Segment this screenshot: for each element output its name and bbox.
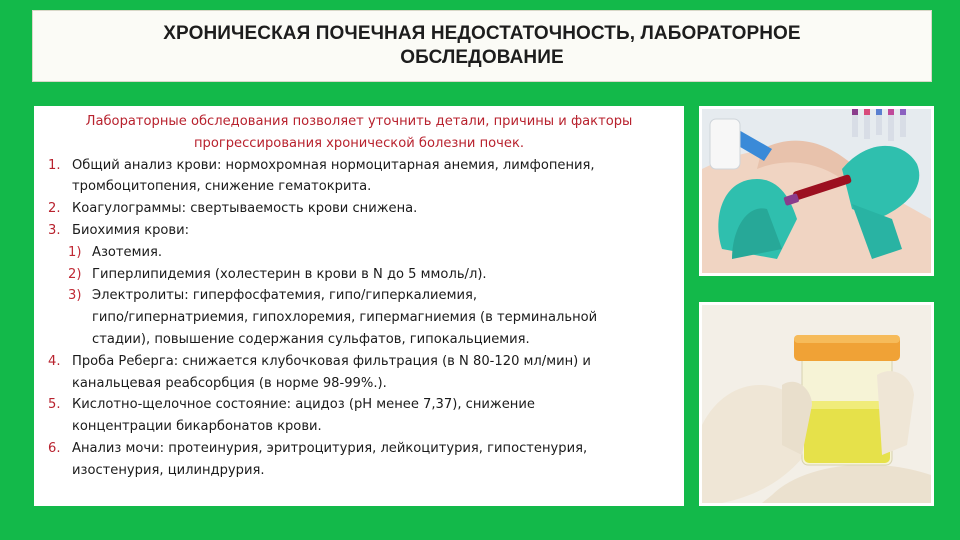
- sub-list-number: 2): [68, 266, 82, 282]
- sub-list-number: 3): [68, 288, 82, 304]
- list-line: концентрации бикарбонатов крови.: [72, 419, 322, 435]
- list-item: [48, 438, 670, 482]
- list-text: [72, 198, 670, 220]
- sub-list-item: [48, 264, 670, 286]
- list-text: [72, 351, 670, 395]
- list-line: Проба Реберга: снижается клубочковая фильтрация (в N 80-120 мл/мин) и: [72, 353, 591, 369]
- urine-sample-photo: [699, 302, 934, 506]
- list-number: 1.: [48, 157, 61, 173]
- list-number: 6.: [48, 440, 61, 456]
- title-box: [32, 10, 932, 82]
- list-item: [48, 220, 670, 242]
- list-number: 3.: [48, 222, 61, 238]
- list-line: Коагулограммы: свертываемость крови снижена.: [72, 201, 418, 217]
- list-line: тромбоцитопения, снижение гематокрита.: [72, 179, 372, 195]
- list-item: [48, 351, 670, 395]
- content-panel: [34, 106, 684, 506]
- sub-list-text: [92, 264, 670, 286]
- page-title-line-2: ОБСЛЕДОВАНИЕ: [400, 47, 564, 68]
- list-number: 5.: [48, 397, 61, 413]
- list-line: Общий анализ крови: нормохромная нормоцитарная анемия, лимфопения,: [72, 157, 595, 173]
- list-line: Кислотно-щелочное состояние: ацидоз (рН менее 7,37), снижение: [72, 397, 535, 413]
- list-line: изостенурия, цилиндрурия.: [72, 462, 265, 478]
- list-line: Электролиты: гиперфосфатемия, гипо/гиперкалиемия,: [92, 288, 478, 304]
- list-text: [72, 220, 670, 242]
- intro-line-1: Лабораторные обследования позволяет уточнить детали, причины и факторы: [85, 114, 633, 129]
- sub-list-text: [92, 242, 670, 264]
- list-line: Биохимия крови:: [72, 222, 190, 238]
- urine-container-illustration: [702, 305, 931, 503]
- intro-line-2: прогрессирования хронической болезни почек.: [193, 135, 525, 151]
- list-line: Азотемия.: [92, 244, 163, 260]
- list-line: гипо/гипернатриемия, гипохлоремия, гипермагниемия (в терминальной: [92, 310, 598, 326]
- sub-list-text: [92, 285, 670, 350]
- exam-list: [48, 155, 670, 482]
- list-text: [72, 394, 670, 438]
- list-item: [48, 155, 670, 199]
- list-line: Гиперлипидемия (холестерин в крови в N до 5 ммоль/л).: [92, 266, 487, 282]
- sub-list-number: 1): [68, 244, 82, 260]
- list-line: канальцевая реабсорбция (в норме 98-99%.).: [72, 375, 387, 391]
- list-number: 4.: [48, 353, 61, 369]
- sub-list-item: [48, 242, 670, 264]
- list-number: 2.: [48, 201, 61, 217]
- page-title-line-1: ХРОНИЧЕСКАЯ ПОЧЕЧНАЯ НЕДОСТАТОЧНОСТЬ, ЛАБОРАТОРНОЕ: [163, 23, 801, 44]
- list-text: [72, 438, 670, 482]
- sub-list-item: [48, 285, 670, 350]
- list-line: Анализ мочи: протеинурия, эритроцитурия, лейкоцитурия, гипостенурия,: [72, 440, 588, 456]
- list-text: [72, 155, 670, 199]
- blood-sample-photo: [699, 106, 934, 276]
- blood-draw-illustration: [702, 109, 931, 273]
- list-item: [48, 198, 670, 220]
- list-line: стадии), повышение содержания сульфатов, гипокальциемия.: [92, 331, 530, 347]
- intro-text: [48, 111, 670, 155]
- list-item: [48, 394, 670, 438]
